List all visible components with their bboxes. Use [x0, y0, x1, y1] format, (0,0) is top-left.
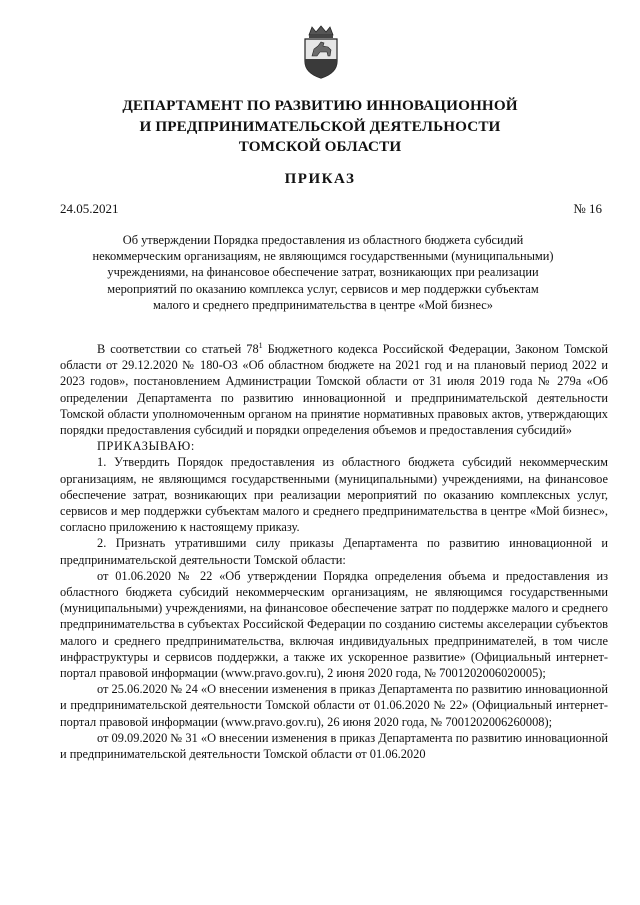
order-word: ПРИКАЗЫВАЮ:	[97, 439, 195, 454]
preamble-paragraph	[60, 341, 608, 438]
department-name	[40, 96, 600, 158]
department-line-2: И ПРЕДПРИНИМАТЕЛЬСКОЙ ДЕЯТЕЛЬНОСТИ	[139, 117, 501, 135]
item-1-paragraph: 1. Утвердить Порядок предоставления из областного бюджета субсидий некоммерческим организациям, не являющимся государственными (муниципальными) учреждениями, на финансовое обеспечение затрат, возникающих при реализации мероприятий по оказанию комплексных услуг, сервисов и мер поддержки субъектам малого и среднего предпринимательства в центре «Мой бизнес», согласно приложению к настоящему приказу.	[60, 455, 608, 535]
order-subject: Об утверждении Порядка предоставления из областного бюджета субсидий некоммерческим организациям, не являющимся государственными (муниципальными) учреждениями, на финансовое обеспечение затрат, возникающих при реализации мероприятий по оказанию комплекса услуг, сервисов и мер поддержки субъектам малого и среднего предпринимательства в центре «Мой бизнес»	[92, 233, 554, 312]
repealed-order-2: от 25.06.2020 № 24 «О внесении изменения в приказ Департамента по развитию инновационной и предпринимательской деятельности Томской области от 01.06.2020 № 22» (Официальный интернет-портал правовой информации (www.pravo.gov.ru), 26 июня 2020 года, № 7001202006260008);	[60, 682, 608, 729]
department-line-3: ТОМСКОЙ ОБЛАСТИ	[238, 138, 402, 155]
order-number: № 16	[573, 201, 602, 216]
department-line-1: ДЕПАРТАМЕНТ ПО РАЗВИТИЮ ИННОВАЦИОННОЙ	[122, 97, 518, 114]
article-superscript: 1	[258, 340, 263, 350]
preamble-rest: Бюджетного кодекса Российской Федерации, Законом Томской области от 29.12.2020 № 180-ОЗ «Об областном бюджете на 2021 год и на плановый период 2022 и 2023 годов», постановлением Администрации Томской области от 31 июля 2019 года № 279а «Об определении Департамента по развитию инновационной и предпринимательской деятельности Томской области уполномоченным органом на принятие нормативных правовых актов, утверждающих порядки предоставления субсидий и порядки определения объемов и предоставления субсидий»	[60, 342, 608, 438]
preamble-start: В соответствии со статьей 78	[97, 342, 259, 356]
repealed-order-3: от 09.09.2020 № 31 «О внесении изменения в приказ Департамента по развитию инновационной и предпринимательской деятельности Томской области от 01.06.2020	[60, 730, 608, 762]
document-type: ПРИКАЗ	[284, 171, 356, 187]
item-2-paragraph: 2. Признать утратившими силу приказы Департамента по развитию инновационной и предпринимательской деятельности Томской области:	[60, 536, 608, 567]
coat-of-arms-icon	[300, 25, 342, 79]
order-body	[60, 341, 608, 762]
order-date: 24.05.2021	[60, 201, 119, 216]
repealed-order-1: от 01.06.2020 № 22 «Об утверждении Порядка определения объема и предоставления из областного бюджета субсидий некоммерческим организациям, не являющимся государственными (муниципальными) учреждениями, на финансовое обеспечение затрат по поддержке малого и среднего предпринимательства в субъектах Российской Федерации по созданию системы акселерации субъектов малого и среднего предпринимательства, включая индивидуальных предпринимателей, в том числе инфраструктуры и сервисов поддержки, а также их ускоренное развитие» (Официальный интернет-портал правовой информации (www.pravo.gov.ru), 2 июня 2020 года, № 7001202006020005);	[60, 568, 608, 681]
